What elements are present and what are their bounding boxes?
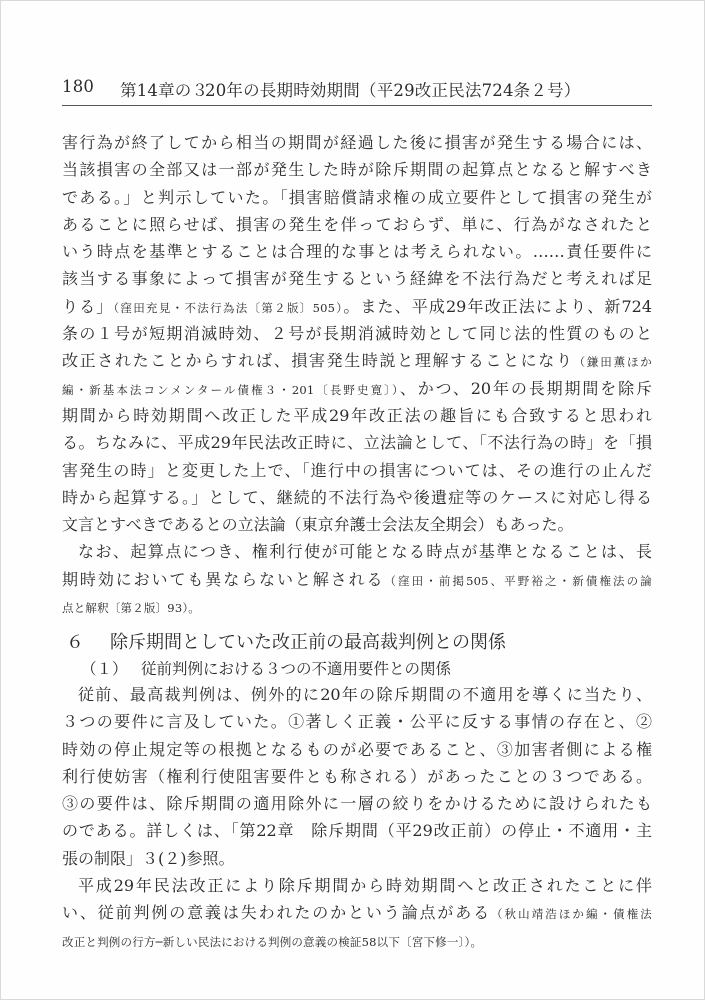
text-line (62, 899, 652, 926)
text-segment: 。また、平成29年改正法により、新724 (343, 296, 652, 316)
text-line (62, 566, 652, 593)
text-line: 平成29年民法改正により除斥期間から時効期間へと改正されたことに伴 (78, 876, 652, 896)
subsection-title: 従前判例における３つの不適用要件との関係 (141, 660, 452, 678)
text-line: 害発生の時」と変更した上で、「進行中の損害については、その進行の止んだ (62, 460, 652, 480)
text-line: 文言とすべきであるとの立法論（東京弁護士会法友全期会）もあった。 (62, 515, 574, 535)
text-line: いう時点を基準とすることは合理的な事とは考えられない。……責任要件に (62, 242, 652, 262)
citation: 編・新基本法コンメンタール債権３・201〔長野史寛〕） (62, 382, 400, 397)
text-line: 時効の停止規定等の根拠となるものが必要であること、③加害者側による権 (62, 739, 652, 759)
text-line (62, 347, 652, 374)
text-line: なお、起算点につき、権利行使が可能となる時点が基準となることは、長 (78, 542, 652, 562)
text-line: 期間から時効期間へ改正した平成29年改正法の趣旨にも合致すると思われ (62, 405, 652, 425)
subsection-heading (81, 657, 451, 681)
text-line: 時から起算する。」として、継続的不法行為や後遺症等のケースに対応し得る (62, 487, 652, 507)
text-line: あることに照らせば、損害の発生を伴っておらず、単に、行為がなされたと (62, 214, 652, 234)
text-segment: 改正されたことからすれば、損害発生時説と理解することになり (62, 351, 574, 371)
running-header (62, 75, 652, 106)
text-segment: 、かつ、20年の長期期間を除斥 (399, 378, 652, 398)
text-segment: い、従前判例の意義は失われたのかという論点がある (62, 903, 491, 923)
text-line (62, 293, 652, 320)
text-line: ③の要件は、除斥期間の適用除外に一層の絞りをかけるために設けられたも (62, 794, 652, 814)
citation: 点と解釈〔第２版〕93）。 (62, 601, 200, 616)
text-line: 該当する事象によって損害が発生するという経緯を不法行為だと考えれば足 (62, 269, 652, 289)
subsection-number: （１） (81, 660, 128, 678)
text-line: る。ちなみに、平成29年民法改正時に、立法論として、「不法行為の時」を「損 (62, 433, 652, 453)
citation: （鎌田薫ほか (573, 355, 652, 370)
citation: 改正と判例の行方─新しい民法における判例の意義の検証58以下〔宮下修一〕）。 (62, 934, 483, 949)
text-segment: 期時効においても異ならないと解される (62, 569, 385, 589)
text-line: 張の制限」３(２)参照。 (62, 848, 235, 868)
text-line (62, 593, 652, 620)
section-heading (62, 630, 652, 656)
chapter-title: 20年の長期時効期間（平29改正民法724条２号） (205, 81, 581, 100)
section-title: 除斥期間としていた改正前の最高裁判例との関係 (110, 632, 506, 653)
citation: （窪田・前掲505、平野裕之・新債権法の論 (384, 573, 652, 588)
text-line: ３つの要件に言及していた。①著しく正義・公平に反する事情の存在と、② (62, 712, 652, 732)
chapter-label: 第14章の３ (120, 81, 209, 100)
text-line: 当該損害の全部又は一部が発生した時が除斥期間の起算点となると解すべき (62, 160, 652, 180)
text-line: 害行為が終了してから相当の期間が経過した後に損害が発生する場合には、 (62, 133, 652, 152)
text-line: 条の１号が短期消滅時効、２号が長期消滅時効として同じ法的性質のものと (62, 324, 652, 344)
section-number: ６ (66, 632, 84, 653)
text-line (62, 927, 652, 954)
text-line: 利行使妨害（権利行使阻害要件とも称される）があったことの３つである。 (62, 766, 652, 786)
body-text-top (62, 129, 652, 620)
text-line (62, 375, 652, 402)
citation: （窪田充見・不法行為法〔第２版〕505） (113, 300, 344, 315)
text-line: である。」と判示していた。「損害賠償請求権の成立要件として損害の発生が (62, 187, 652, 207)
text-segment: りる」 (62, 296, 114, 316)
text-line: 従前、最高裁判例は、例外的に20年の除斥期間の不適用を導くに当たり、 (78, 685, 652, 704)
page-number: 180 (62, 77, 95, 96)
text-line: のである。詳しくは、「第22章 除斥期間（平29改正前）の停止・不適用・主 (62, 821, 652, 841)
body-text-bottom (62, 681, 652, 954)
citation: （秋山靖浩ほか編・債権法 (490, 907, 652, 922)
